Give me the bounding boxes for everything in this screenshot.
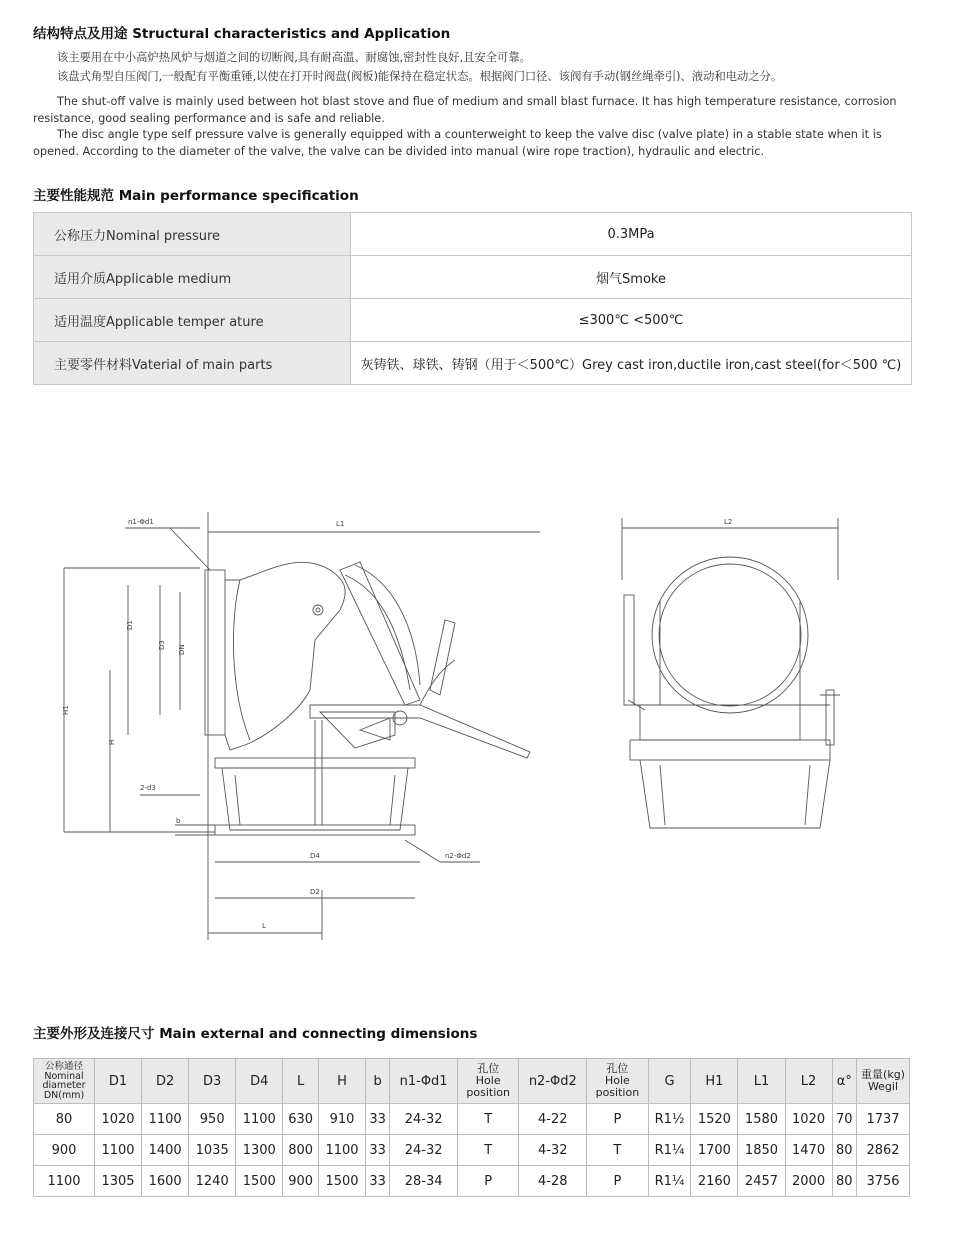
header-d2: D2 [142,1059,189,1104]
spec-label: 适用介质Applicable medium [34,256,351,299]
table-cell: 1100 [318,1135,365,1166]
table-cell: 950 [189,1104,236,1135]
header-h1: H1 [691,1059,738,1104]
table-cell: 33 [366,1166,390,1197]
table-cell: 2160 [691,1166,738,1197]
label-n2d2: n2-Φd2 [445,852,471,860]
spec-label: 主要零件材料Vaterial of main parts [34,342,351,385]
table-cell: 2000 [785,1166,832,1197]
label-H1: H1 [62,705,70,715]
structure-description [33,48,923,160]
table-row [34,1104,910,1135]
table-cell: 1100 [236,1104,283,1135]
table-cell: R1½ [648,1104,691,1135]
table-row [34,1135,910,1166]
table-cell: P [587,1166,649,1197]
table-cell: 28-34 [390,1166,458,1197]
table-cell: 1035 [189,1135,236,1166]
en-paragraph-1: The shut-off valve is mainly used between hot blast stove and flue of medium and small blast furnace. It has high temperature resistance, corrosion resistance, good sealing performance and is safe and reliable. [33,95,897,125]
header-dn-en3: DN(mm) [43,1089,85,1101]
section-title-structure: 结构特点及用途 Structural characteristics and Application [33,26,451,42]
header-g: G [648,1059,691,1104]
table-cell: R1¼ [648,1166,691,1197]
dimensions-header-row [34,1059,910,1104]
spec-value: 灰铸铁、球铁、铸钢（用于＜500℃）Grey cast iron,ductile iron,cast steel(for＜500 ℃) [351,342,912,385]
spec-value: 0.3MPa [351,213,912,256]
spec-label: 公称压力Nominal pressure [34,213,351,256]
header-alpha: α° [832,1059,856,1104]
spec-row [34,299,912,342]
section-title-dimensions: 主要外形及连接尺寸 Main external and connecting dimensions [33,1026,478,1042]
header-d3: D3 [189,1059,236,1104]
header-d4: D4 [236,1059,283,1104]
table-cell: 1500 [236,1166,283,1197]
table-cell: 1850 [738,1135,785,1166]
header-hole-1-en1: Hole [475,1074,501,1087]
spec-value: ≤300℃ <500℃ [351,299,912,342]
table-cell: 1305 [95,1166,142,1197]
header-l: L [283,1059,319,1104]
header-l1: L1 [738,1059,785,1104]
zh-line-1: 该主要用在中小高炉热风炉与烟道之间的切断阀,具有耐高温、耐腐蚀,密封性良好,且安全可靠。 [57,51,531,64]
table-cell: 80 [34,1104,95,1135]
header-hole-1 [457,1059,519,1104]
table-cell: 1737 [857,1104,910,1135]
header-hole-1-zh: 孔位 [477,1062,500,1075]
label-D3: D3 [158,640,166,650]
dimensions-table [33,1058,910,1197]
label-b: b [176,817,181,825]
table-cell: 33 [366,1135,390,1166]
table-cell: 33 [366,1104,390,1135]
spec-row [34,342,912,385]
table-cell: 1700 [691,1135,738,1166]
table-cell: 630 [283,1104,319,1135]
table-cell: 1240 [189,1166,236,1197]
table-cell: 24-32 [390,1104,458,1135]
header-dn-en2: diameter [42,1080,86,1091]
table-cell: 4-32 [519,1135,587,1166]
table-cell: 3756 [857,1166,910,1197]
header-hole-2-en1: Hole [604,1074,630,1087]
table-cell: 1580 [738,1104,785,1135]
table-cell: 4-22 [519,1104,587,1135]
spec-label: 适用温度Applicable temper ature [34,299,351,342]
table-cell: T [587,1135,649,1166]
header-dn-zh: 公称通径 [44,1061,83,1072]
table-cell: 80 [832,1135,856,1166]
header-h: H [318,1059,365,1104]
header-weight [857,1059,910,1104]
valve-drawing-svg [0,490,960,960]
table-cell: 910 [318,1104,365,1135]
label-L1: L1 [336,520,345,528]
spec-row [34,256,912,299]
label-D2: D2 [310,888,320,896]
label-H: H [108,739,116,745]
table-cell: 900 [34,1135,95,1166]
table-cell: 24-32 [390,1135,458,1166]
header-hole-2 [587,1059,649,1104]
label-2d3: 2-d3 [140,784,156,792]
table-cell: 80 [832,1166,856,1197]
en-paragraph-2: The disc angle type self pressure valve is generally equipped with a counterweight to keep the valve disc (valve plate) in a stable state when it is opened. According to the diameter of the valve, the valve can be divided into manual (wire rope traction), hydraulic and electric. [33,128,882,158]
table-cell: 1100 [95,1135,142,1166]
spec-value: 烟气Smoke [351,256,912,299]
table-cell: 800 [283,1135,319,1166]
header-hole-1-en2: position [466,1086,510,1099]
table-cell: 1500 [318,1166,365,1197]
header-b: b [366,1059,390,1104]
table-cell: 1400 [142,1135,189,1166]
header-n1d1: n1-Φd1 [390,1059,458,1104]
performance-table [33,212,912,385]
table-cell: 70 [832,1104,856,1135]
table-cell: 900 [283,1166,319,1197]
header-l2: L2 [785,1059,832,1104]
valve-drawing [0,490,960,960]
table-cell: 1020 [785,1104,832,1135]
header-weight-en: Wegil [867,1080,899,1093]
section-title-performance: 主要性能规范 Main performance specification [33,188,359,204]
header-hole-2-zh: 孔位 [606,1062,629,1075]
label-L: L [262,922,266,930]
table-cell: 1300 [236,1135,283,1166]
table-cell: 1520 [691,1104,738,1135]
spec-row [34,213,912,256]
header-dn-en1: Nominal [44,1070,84,1082]
label-D4: D4 [310,852,320,860]
table-cell: 1600 [142,1166,189,1197]
table-cell: T [457,1135,519,1166]
table-cell: 1020 [95,1104,142,1135]
table-cell: 2457 [738,1166,785,1197]
table-cell: T [457,1104,519,1135]
table-cell: 1100 [34,1166,95,1197]
table-cell: 2862 [857,1135,910,1166]
header-weight-zh: 重量(kg) [861,1068,905,1081]
header-n2d2: n2-Φd2 [519,1059,587,1104]
label-n1d1: n1-Φd1 [128,518,154,526]
label-D1: D1 [126,620,134,630]
table-cell: 1470 [785,1135,832,1166]
header-hole-2-en2: position [595,1086,640,1099]
table-cell: P [457,1166,519,1197]
table-cell: P [587,1104,649,1135]
table-cell: 4-28 [519,1166,587,1197]
label-DN: DN [178,644,186,655]
label-L2: L2 [724,518,733,526]
header-dn [34,1059,95,1104]
table-cell: R1¼ [648,1135,691,1166]
table-row [34,1166,910,1197]
header-d1: D1 [95,1059,142,1104]
zh-line-2: 该盘式角型自压阀门,一般配有平衡重锤,以使在打开时阀盘(阀板)能保持在稳定状态。根据阀门口径、该阀有手动(钢丝绳牵引)、液动和电动之分。 [57,70,783,83]
table-cell: 1100 [142,1104,189,1135]
